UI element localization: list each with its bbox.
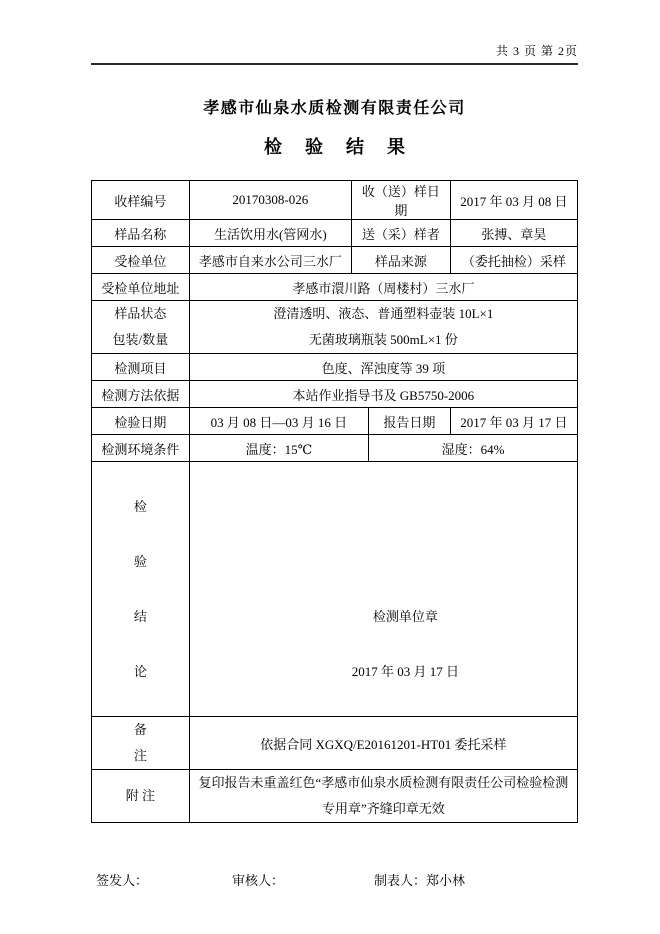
sample-state-line1: 澄清透明、液态、普通塑料壶装 10L×1: [273, 306, 494, 321]
report-title: 检验结果: [264, 137, 428, 157]
env-condition-label: 检测环境条件: [92, 435, 190, 462]
row-sample-name: [92, 220, 578, 247]
unit-address-value: 孝感市澴川路（周楼村）三水厂: [189, 274, 577, 301]
conclusion-content: [189, 462, 577, 717]
note-label: 附 注: [92, 770, 190, 823]
sample-state-label-line1: 样品状态: [114, 306, 167, 321]
row-test-date: [92, 408, 578, 435]
remark-label: 备注: [92, 717, 190, 770]
test-date-label: 检验日期: [92, 408, 190, 435]
unit-address-label: 受检单位地址: [92, 274, 190, 301]
temperature-value: 温度：15℃: [189, 435, 368, 462]
issuer-label: 签发人：: [96, 873, 149, 888]
humidity-value: 湿度：64%: [369, 435, 578, 462]
company-title: 孝感市仙泉水质检测有限责任公司: [203, 100, 466, 117]
sample-source-value: （委托抽检）采样: [450, 247, 577, 274]
row-inspected-unit: [92, 247, 578, 274]
remark-value: 依据合同 XGXQ/E20161201-HT01 委托采样: [189, 717, 577, 770]
sample-no-value: 20170308-026: [189, 181, 351, 220]
sample-name-label: 样品名称: [92, 220, 190, 247]
results-table: [91, 180, 578, 823]
report-date-label: 报告日期: [369, 408, 451, 435]
preparer-label: 制表人：郑小林: [374, 873, 466, 888]
conclusion-date: 2017 年 03 月 17 日: [351, 664, 459, 679]
sample-state-line2: 无菌玻璃瓶装 500mL×1 份: [308, 332, 458, 347]
page-number: 共 3 页 第 2页: [495, 44, 578, 58]
sampler-label: 送（采）样者: [352, 220, 451, 247]
test-items-value: 色度、浑浊度等 39 项: [189, 354, 577, 381]
row-remark: [92, 717, 578, 770]
unit-stamp-placeholder: 检测单位章: [372, 609, 438, 624]
sample-no-label: 收样编号: [92, 181, 190, 220]
row-sample-state: [92, 301, 578, 354]
sample-source-label: 样品来源: [352, 247, 451, 274]
row-unit-address: [92, 274, 578, 301]
reviewer-label: 审核人：: [232, 873, 285, 888]
conclusion-label: 检验结论: [92, 462, 190, 717]
test-date-value: 03 月 08 日—03 月 16 日: [189, 408, 368, 435]
signature-row: [91, 870, 578, 888]
sampler-value: 张搏、章昊: [450, 220, 577, 247]
receive-date-label: 收（送）样日期: [352, 181, 451, 220]
header-rule: [91, 63, 578, 65]
test-items-label: 检测项目: [92, 354, 190, 381]
method-basis-value: 本站作业指导书及 GB5750-2006: [189, 381, 577, 408]
sample-name-value: 生活饮用水(管网水): [189, 220, 351, 247]
method-basis-label: 检测方法依据: [92, 381, 190, 408]
row-method-basis: [92, 381, 578, 408]
inspected-unit-value: 孝感市自来水公司三水厂: [189, 247, 351, 274]
sample-state-label-line2: 包装/数量: [112, 332, 169, 347]
row-test-items: [92, 354, 578, 381]
report-date-value: 2017 年 03 月 17 日: [450, 408, 577, 435]
receive-date-value: 2017 年 03 月 08 日: [450, 181, 577, 220]
row-conclusion: [92, 462, 578, 717]
row-env-condition: [92, 435, 578, 462]
row-note: [92, 770, 578, 823]
sample-state-label: [92, 301, 190, 354]
note-value: 复印报告未重盖红色“孝感市仙泉水质检测有限责任公司检验检测专用章”齐缝印章无效: [189, 770, 577, 823]
inspected-unit-label: 受检单位: [92, 247, 190, 274]
sample-state-value: [189, 301, 577, 354]
row-sample-no: [92, 181, 578, 220]
